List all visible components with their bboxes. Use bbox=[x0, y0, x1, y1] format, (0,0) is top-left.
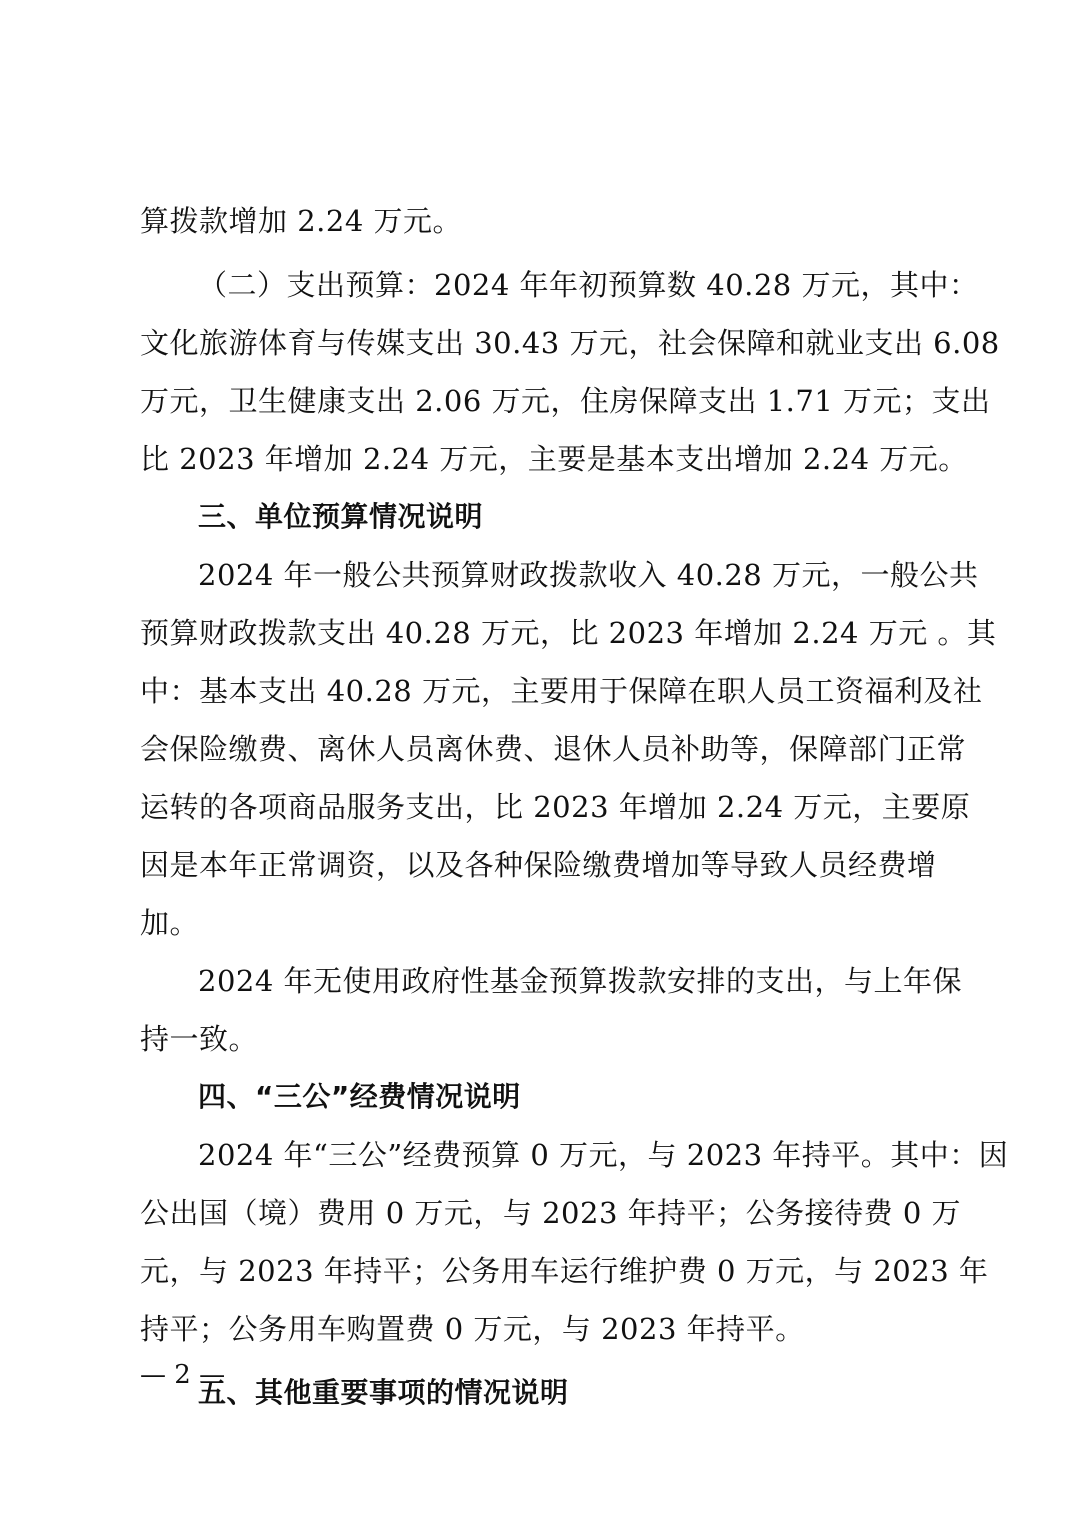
paragraph-line: （二）支出预算：2024 年年初预算数 40.28 万元，其中： bbox=[198, 268, 979, 302]
paragraph-line: 预算财政拨款支出 40.28 万元，比 2023 年增加 2.24 万元 。其 bbox=[140, 616, 997, 650]
paragraph-line: 持平；公务用车购置费 0 万元，与 2023 年持平。 bbox=[140, 1312, 805, 1346]
paragraph-line: 公出国（境）费用 0 万元，与 2023 年持平；公务接待费 0 万 bbox=[140, 1196, 962, 1230]
paragraph-line: 持一致。 bbox=[140, 1022, 259, 1056]
document-body bbox=[140, 192, 1009, 1422]
paragraph-line: 2024 年无使用政府性基金预算拨款安排的支出，与上年保 bbox=[198, 964, 963, 998]
paragraph-line: 算拨款增加 2.24 万元。 bbox=[140, 204, 463, 238]
paragraph-line: 运转的各项商品服务支出，比 2023 年增加 2.24 万元，主要原 bbox=[140, 790, 971, 824]
paragraph-line: 2024 年一般公共预算财政拨款收入 40.28 万元，一般公共 bbox=[198, 558, 979, 592]
paragraph-line: 2024 年“三公”经费预算 0 万元，与 2023 年持平。其中：因 bbox=[198, 1138, 1009, 1172]
section-heading: 三、单位预算情况说明 bbox=[198, 500, 484, 533]
paragraph-line: 中：基本支出 40.28 万元，主要用于保障在职人员工资福利及社 bbox=[140, 674, 983, 708]
paragraph-line: 文化旅游体育与传媒支出 30.43 万元，社会保障和就业支出 6.08 bbox=[140, 326, 1000, 360]
paragraph-line: 万元，卫生健康支出 2.06 万元，住房保障支出 1.71 万元；支出 bbox=[140, 384, 991, 418]
paragraph-line: 元，与 2023 年持平；公务用车运行维护费 0 万元，与 2023 年 bbox=[140, 1254, 989, 1288]
section-heading: 五、其他重要事项的情况说明 bbox=[198, 1376, 569, 1409]
section-heading: 四、“三公”经费情况说明 bbox=[198, 1080, 521, 1113]
page-number: — 2 — bbox=[140, 1360, 226, 1390]
paragraph-line: 会保险缴费、离休人员离休费、退休人员补助等，保障部门正常 bbox=[140, 732, 967, 766]
paragraph-line: 因是本年正常调资，以及各种保险缴费增加等导致人员经费增 bbox=[140, 848, 937, 882]
paragraph-line: 比 2023 年增加 2.24 万元，主要是基本支出增加 2.24 万元。 bbox=[140, 442, 968, 476]
paragraph-line: 加。 bbox=[140, 906, 200, 940]
